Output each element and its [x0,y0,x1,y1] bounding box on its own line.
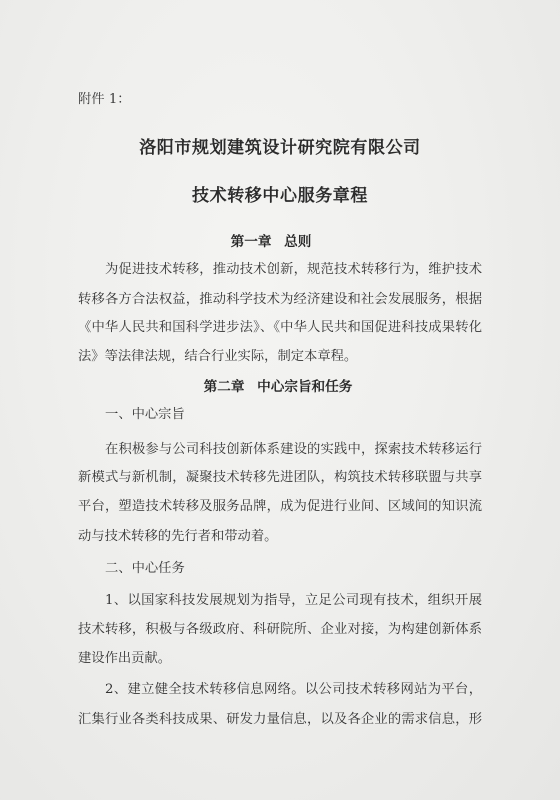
section-tasks-heading: 二、中心任务 [105,561,185,576]
chapter-2-heading: 第二章 中心宗旨和任务 [203,379,353,395]
chapter-1-heading: 第一章 总则 [230,234,312,250]
attachment-label: 附件 1： [78,92,131,107]
paragraph-line: 转移各方合法权益，推动科学技术为经济建设和社会发展服务，根据 [78,292,482,307]
paragraph-line: 建设作出贡献。 [78,651,172,666]
paragraph-line: 为促进技术转移，推动技术创新，规范技术转移行为，维护技术 [105,262,482,277]
paragraph-line: 动与技术转移的先行者和带动着。 [78,529,278,544]
paragraph-line: 2、建立健全技术转移信息网络。以公司技术转移网站为平台， [105,682,482,697]
paragraph-line: 法》等法律法规，结合行业实际，制定本章程。 [78,349,358,364]
paragraph-line: 平台，塑造技术转移及服务品牌，成为促进行业间、区域间的知识流 [78,499,482,514]
paragraph-line: 《中华人民共和国科学进步法》、《中华人民共和国促进科技成果转化 [78,320,482,335]
section-purpose-heading: 一、中心宗旨 [105,407,185,422]
paragraph-line: 技术转移，积极与各级政府、科研院所、企业对接，为构建创新体系 [78,622,482,637]
company-name: 洛阳市规划建筑设计研究院有限公司 [139,138,421,158]
paragraph-line: 1、以国家科技发展规划为指导，立足公司现有技术，组织开展 [105,593,482,608]
paragraph-line: 新模式与新机制，凝聚技术转移先进团队，构筑技术转移联盟与共享 [78,470,482,485]
document-title: 技术转移中心服务章程 [192,186,368,206]
paragraph-line: 汇集行业各类科技成果、研发力量信息，以及各企业的需求信息，形 [78,712,482,727]
paragraph-line: 在积极参与公司科技创新体系建设的实践中，探索技术转移运行 [105,442,482,457]
